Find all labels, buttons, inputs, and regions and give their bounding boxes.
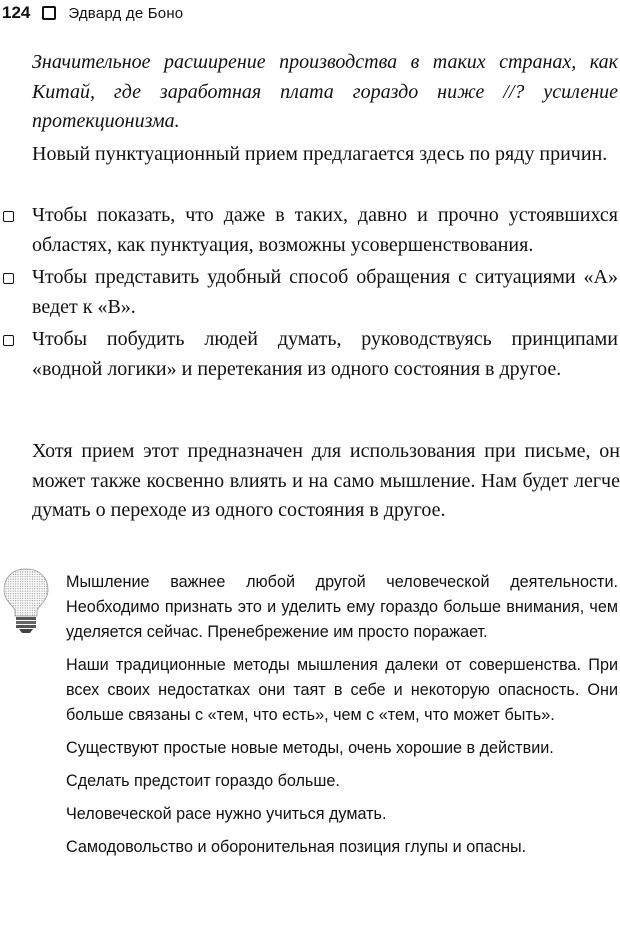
- bullet-item: [0, 263, 618, 322]
- bullet-text: Чтобы побудить людей думать, руководствуясь принципами «водной логики» и перетекания из одного состояния в другое.: [32, 328, 618, 380]
- bullet-item: [0, 201, 618, 260]
- note-paragraph: Наши традиционные методы мышления далеки от совершенства. При всех своих недостатках они таят в себе и некоторую опасность. Они больше связаны с «тем, что есть», чем с «тем, что может быть».: [66, 656, 618, 724]
- intro-italic-text: Значительное расширение производства в таких странах, как Китай, где заработная плата гораздо ниже //? усиление протекционизма.: [32, 51, 618, 132]
- header-square-icon: [42, 6, 56, 20]
- running-header-author: Эдвард де Боно: [68, 4, 184, 22]
- note-paragraph: Мышление важнее любой другой человеческой деятельности. Необходимо признать это и уделить ему гораздо больше внимания, чем уделяется сейчас. Пренебрежение им просто поражает.: [66, 573, 618, 641]
- bullet-item: [0, 325, 618, 384]
- paragraph-2: Хотя прием этот предназначен для использования при письме, он может также косвенно влиять и на само мышление. Нам будет легче думать о переходе из одного состояния в другое.: [32, 440, 620, 521]
- paragraph-1: Новый пунктуационный прием предлагается здесь по ряду причин.: [32, 143, 608, 165]
- note-block: [66, 570, 618, 868]
- bullet-text: Чтобы показать, что даже в таких, давно и прочно устоявшихся областях, как пунктуация, возможны усовершенствования.: [32, 204, 618, 256]
- note-paragraph: Сделать предстоит гораздо больше.: [66, 772, 340, 790]
- checkbox-bullet-icon: [3, 211, 14, 222]
- bullet-list: [0, 201, 620, 387]
- running-header: [2, 2, 183, 24]
- checkbox-bullet-icon: [3, 335, 14, 346]
- bullet-text: Чтобы представить удобный способ обращения с ситуациями «А» ведет к «В».: [32, 266, 618, 318]
- note-paragraph: Человеческой расе нужно учиться думать.: [66, 805, 387, 823]
- lightbulb-icon: [0, 566, 52, 636]
- page-number: 124: [2, 3, 31, 22]
- checkbox-bullet-icon: [3, 273, 14, 284]
- note-paragraph: Самодовольство и оборонительная позиция глупы и опасны.: [66, 838, 527, 856]
- note-paragraph: Существуют простые новые методы, очень хорошие в действии.: [66, 739, 554, 757]
